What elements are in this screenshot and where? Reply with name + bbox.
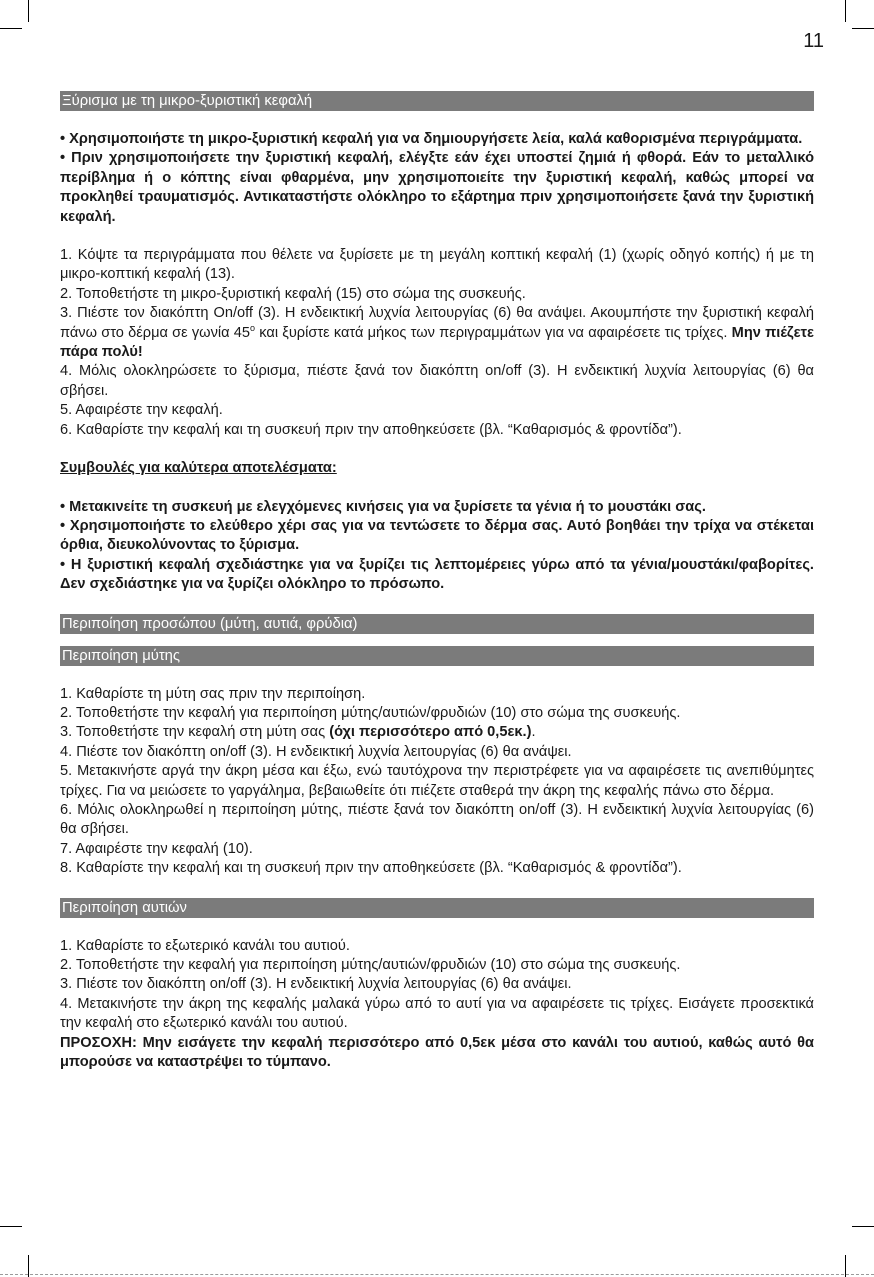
step-item: 4. Μετακινήστε την άκρη της κεφαλής μαλακά γύρω από το αυτί για να αφαιρέσετε τις τρίχες. Εισάγετε προσεκτικά την κεφαλή στο εξωτερικό κανάλι του αυτιού. [60, 995, 814, 1032]
bullet-paragraph: • Χρησιμοποιήστε τη μικρο-ξυριστική κεφαλή για να δημιουργήσετε λεία, καλά καθορισμένα περιγράμματα. [60, 131, 803, 147]
crop-mark [852, 1226, 874, 1227]
step-item: 2. Τοποθετήστε την κεφαλή για περιποίηση μύτης/αυτιών/φρυδιών (10) στο σώμα της συσκευής. [60, 957, 681, 973]
step-item: 2. Τοποθετήστε την κεφαλή για περιποίηση μύτης/αυτιών/φρυδιών (10) στο σώμα της συσκευής. [60, 704, 681, 721]
tip-paragraph: • Η ξυριστική κεφαλή σχεδιάστηκε για να ξυρίζει τις λεπτομέρειες γύρω από τα γένια/μουστάκι/φαβορίτες. Δεν σχεδιάστηκε για να ξυρίζει ολόκληρο το πρόσωπο. [60, 556, 814, 593]
cut-line [0, 1274, 874, 1275]
crop-mark [0, 1226, 22, 1227]
step-item: 5. Μετακινήστε αργά την άκρη μέσα και έξω, ενώ ταυτόχρονα την περιστρέφετε για να αφαιρέσετε τις ανεπιθύμητες τρίχες. Για να μειώσετε το γαργάλημα, βεβαιωθείτε ότι πιέζετε σταθερά την άκρη της κεφαλής πάνω στο δέρμα. [60, 763, 814, 799]
tips-heading: Συμβουλές για καλύτερα αποτελέσματα: [60, 460, 337, 477]
section-heading-micro-shaver: Ξύρισμα με τη μικρο-ξυριστική κεφαλή [60, 91, 814, 111]
step-item: 1. Καθαρίστε το εξωτερικό κανάλι του αυτιού. [60, 937, 350, 954]
step-item: 3. Πιέστε τον διακόπτη On/off (3). Η ενδεικτική λυχνία λειτουργίας (6) θα ανάψει. Ακουμπήστε την ξυριστική κεφαλή πάνω στο δέρμα σε γωνία $45^o$ και ξυρίστε κατά μήκος των περιγραμμάτων για να αφαιρέσετε τις τρίχες. Μην πιέζετε πάρα πολύ! [60, 305, 814, 361]
crop-mark [28, 0, 29, 22]
section-heading-nose-care: Περιποίηση μύτης [60, 646, 814, 666]
step-item: 6. Μόλις ολοκληρωθεί η περιποίηση μύτης, πιέστε ξανά τον διακόπτη on/off (3). Η ενδεικτική λυχνία λειτουργίας (6) θα σβήσει. [60, 801, 814, 838]
crop-mark [845, 0, 846, 22]
step-item: 6. Καθαρίστε την κεφαλή και τη συσκευή πριν την αποθηκεύσετε (βλ. “Καθαρισμός & φροντίδα”). [60, 421, 682, 438]
crop-mark [852, 28, 874, 29]
page-number: 11 [803, 30, 824, 52]
crop-mark [0, 28, 22, 29]
warning-paragraph: ΠΡΟΣΟΧΗ: Μην εισάγετε την κεφαλή περισσότερο από 0,5εκ μέσα στο κανάλι του αυτιού, καθώς αυτό θα μπορούσε να καταστρέψει το τύμπανο. [60, 1034, 814, 1071]
step-item: 2. Τοποθετήστε τη μικρο-ξυριστική κεφαλή (15) στο σώμα της συσκευής. [60, 285, 526, 302]
section-heading-face-care: Περιποίηση προσώπου (μύτη, αυτιά, φρύδια) [60, 614, 814, 634]
bullet-paragraph: • Πριν χρησιμοποιήσετε την ξυριστική κεφαλή, ελέγξτε εάν έχει υποστεί ζημιά ή φθορά. Εάν το μεταλλικό περίβλημα ή ο κόπτης είναι φθαρμένα, μην χρησιμοποιείτε την ξυριστική κεφαλή, καθώς μπορεί να προκληθεί τραυματισμός. Αντικαταστήστε ολόκληρο το εξάρτημα πριν χρησιμοποιήσετε ξανά την ξυριστική κεφαλή. [60, 150, 814, 225]
tip-paragraph: • Μετακινείτε τη συσκευή με ελεγχόμενες κινήσεις για να ξυρίσετε τα γένια ή το μουστάκι σας. [60, 498, 706, 515]
section-heading-ear-care: Περιποίηση αυτιών [60, 898, 814, 918]
step-item: 1. Κόψτε τα περιγράμματα που θέλετε να ξυρίσετε με τη μεγάλη κοπτική κεφαλή (1) (χωρίς οδηγό κοπής) ή με τη μικρο-κοπτική κεφαλή (13). [60, 247, 814, 283]
step-item: 1. Καθαρίστε τη μύτη σας πριν την περιποίηση. [60, 685, 366, 702]
document-body [60, 91, 814, 1072]
step-item: 7. Αφαιρέστε την κεφαλή (10). [60, 840, 253, 857]
step-item: 4. Πιέστε τον διακόπτη on/off (3). Η ενδεικτική λυχνία λειτουργίας (6) θα ανάψει. [60, 743, 572, 760]
step-item: 3. Πιέστε τον διακόπτη on/off (3). Η ενδεικτική λυχνία λειτουργίας (6) θα ανάψει. [60, 976, 572, 993]
step-item: 4. Μόλις ολοκληρώσετε το ξύρισμα, πιέστε ξανά τον διακόπτη on/off (3). Η ενδεικτική λυχνία λειτουργίας (6) θα σβήσει. [60, 363, 814, 399]
step-item: 3. Τοποθετήστε την κεφαλή στη μύτη σας (όχι περισσότερο από 0,5εκ.). [60, 724, 536, 741]
tip-paragraph: • Χρησιμοποιήστε το ελεύθερο χέρι σας για να τεντώσετε το δέρμα σας. Αυτό βοηθάει την τρίχα να στέκεται όρθια, διευκολύνοντας το ξύρισμα. [60, 517, 814, 554]
step-item: 8. Καθαρίστε την κεφαλή και τη συσκευή πριν την αποθηκεύσετε (βλ. “Καθαρισμός & φροντίδα”). [60, 860, 682, 877]
step-item: 5. Αφαιρέστε την κεφαλή. [60, 402, 223, 419]
